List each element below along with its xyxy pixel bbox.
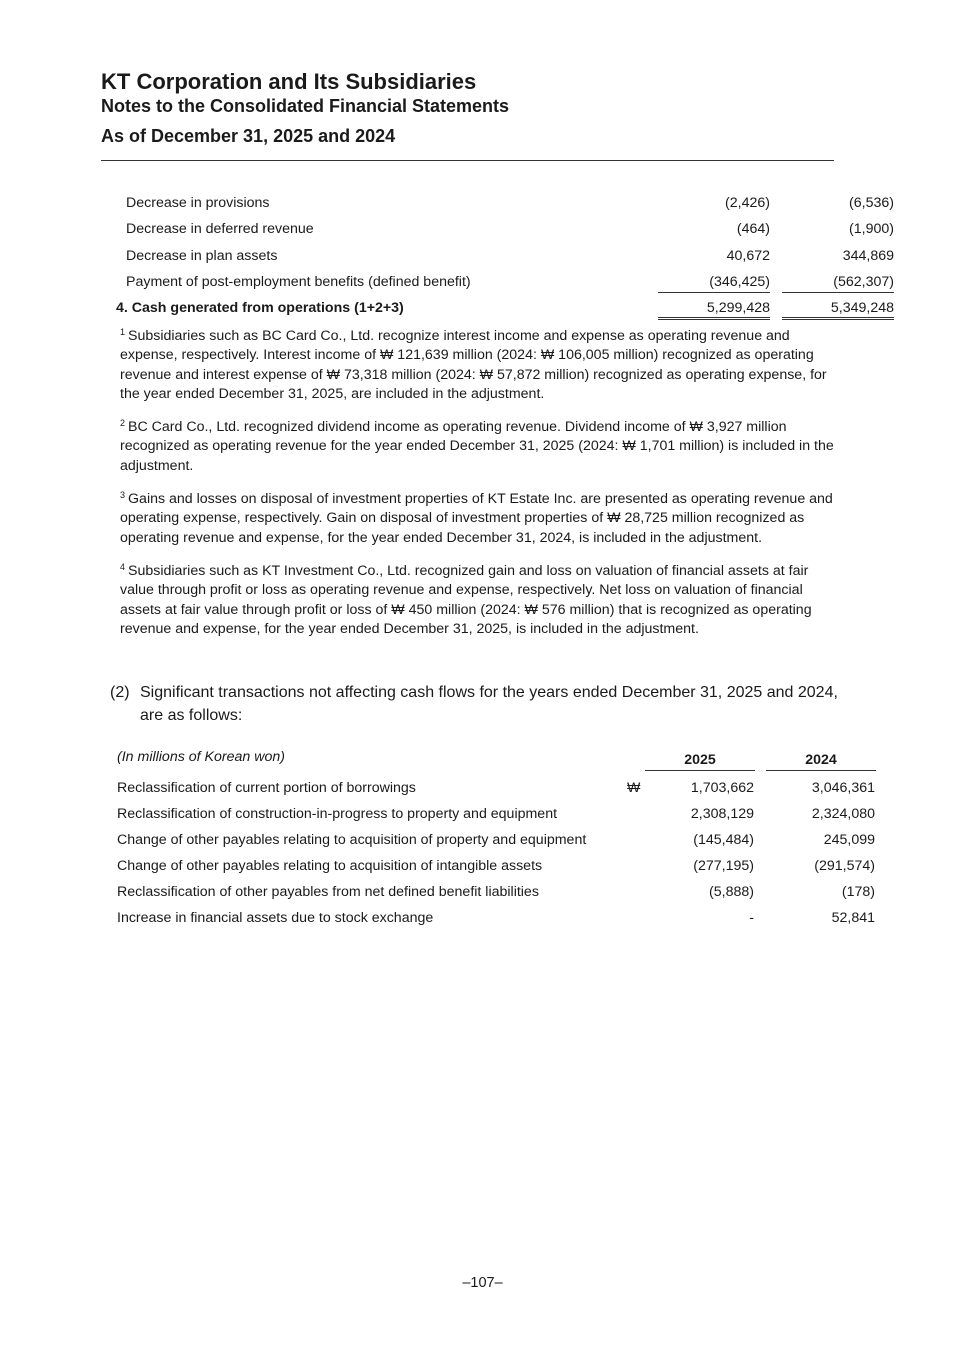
row-label: Reclassification of construction-in-progress to property and equipment: [117, 806, 558, 822]
value-2024: 3,046,361: [811, 780, 875, 796]
value-2025: (5,888): [709, 884, 754, 900]
header-divider: [101, 160, 834, 161]
footnote-marker: 3: [120, 490, 126, 501]
footnote-text: BC Card Co., Ltd. recognized dividend income as operating revenue. Dividend income of ₩ 3,927 million recognized as operating revenue for the year ended December 31, 2025 (2024: ₩ 1,701 million) is included in the adjustment.: [120, 419, 834, 474]
footnote-text: Subsidiaries such as BC Card Co., Ltd. recognize interest income and expense as operating revenue and expense, respectively. Interest income of ₩ 121,639 million (2024: ₩ 106,005 million) recognized as operating revenue and interest expense of ₩ 73,318 million (2024: ₩ 57,872 million) recognized as operating expense, for the year ended December 31, 2025, are included in the adjustment.: [120, 328, 827, 402]
section-text: Significant transactions not affecting cash flows for the years ended December 31, 2025 and 2024, are as follows:: [140, 684, 838, 724]
value-2025: (2,426): [725, 195, 770, 211]
section-number: (2): [110, 684, 130, 701]
footnote-3: [120, 486, 840, 548]
value-2025: (277,195): [693, 858, 754, 874]
row-label: Payment of post-employment benefits (defined benefit): [126, 273, 471, 290]
footnote-marker: 4: [120, 561, 126, 572]
footnote-2: [120, 414, 840, 476]
column-header-2024: 2024: [766, 752, 876, 771]
row-label: Reclassification of current portion of borrowings: [117, 780, 416, 796]
value-2025: (346,425): [658, 274, 770, 293]
value-2024: (1,900): [849, 221, 894, 238]
value-2024: (6,536): [849, 195, 894, 211]
value-2024: (562,307): [782, 274, 894, 293]
unit-label: (In millions of Korean won): [117, 749, 285, 765]
value-2025: (464): [736, 221, 770, 238]
table-row: [116, 776, 878, 802]
currency-symbol: ₩: [627, 780, 641, 796]
table-row: [101, 217, 896, 243]
row-label: Decrease in plan assets: [126, 247, 278, 264]
row-label: Decrease in provisions: [126, 195, 270, 211]
value-2024: 344,869: [842, 247, 894, 264]
column-header-2025: 2025: [645, 752, 755, 771]
total-label: 4. Cash generated from operations (1+2+3): [116, 300, 404, 317]
page-number: –107–: [462, 1275, 503, 1291]
total-2025: 5,299,428: [658, 300, 770, 320]
table-row: [116, 906, 878, 932]
table-row: [101, 244, 896, 270]
row-label: Reclassification of other payables from net defined benefit liabilities: [117, 884, 539, 900]
value-2024: 52,841: [831, 910, 875, 926]
table-row: [116, 854, 878, 880]
value-2025: (145,484): [693, 832, 754, 848]
footnote-1: [120, 323, 840, 404]
value-2024: 2,324,080: [811, 806, 875, 822]
date-heading: As of December 31, 2025 and 2024: [101, 126, 396, 146]
value-2025: 40,672: [726, 247, 770, 264]
row-label: Increase in financial assets due to stock exchange: [117, 910, 434, 926]
total-2024: 5,349,248: [782, 300, 894, 320]
cash-generated-table: [101, 191, 896, 322]
footnotes: [120, 323, 840, 649]
table-row: [116, 880, 878, 906]
table-row: [101, 270, 896, 296]
total-row: [101, 296, 896, 322]
footnote-marker: 1: [120, 327, 126, 337]
table-row: [116, 802, 878, 828]
row-label: Change of other payables relating to acquisition of intangible assets: [117, 858, 543, 874]
value-2024: (291,574): [814, 858, 875, 874]
company-title: KT Corporation and Its Subsidiaries: [101, 69, 477, 94]
footnote-text: Gains and losses on disposal of investment properties of KT Estate Inc. are presented as operating revenue and operating expense, respectively. Gain on disposal of investment properties of ₩ 28,725 million recognized as operating revenue and expense, for the year ended December 31, 2024, is included in the adjustment.: [120, 491, 833, 546]
value-2024: 245,099: [823, 832, 875, 848]
row-label: Change of other payables relating to acquisition of property and equipment: [117, 832, 587, 848]
document-subtitle: Notes to the Consolidated Financial Statements: [101, 96, 510, 116]
table-row: [101, 191, 896, 217]
footnote-marker: 2: [120, 418, 126, 429]
value-2025: -: [749, 910, 754, 926]
footnote-text: Subsidiaries such as KT Investment Co., Ltd. recognized gain and loss on valuation of financial assets at fair value through profit or loss as operating revenue and expense, respectively. Net loss on valuation of financial assets at fair value through profit or loss of ₩ 450 million (2024: ₩ 576 million) that is recognized as operating revenue and expense, for the year ended December 31, 2025, is included in the adjustment.: [120, 562, 812, 637]
table-row: [116, 828, 878, 854]
footnote-4: [120, 558, 840, 639]
value-2025: 2,308,129: [690, 806, 754, 822]
row-label: Decrease in deferred revenue: [126, 221, 314, 238]
value-2024: (178): [841, 884, 875, 900]
value-2025: 1,703,662: [690, 780, 754, 796]
